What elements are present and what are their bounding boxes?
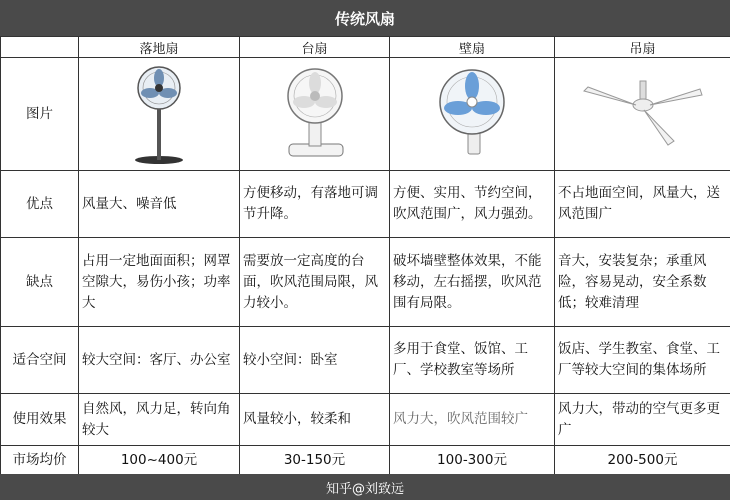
cons-row [1, 238, 730, 327]
pros-cell: 方便、实用、节约空间，吹风范围广，风力强劲。 [390, 171, 555, 238]
space-cell: 较小空间：卧室 [240, 327, 390, 394]
space-cell: 较大空间：客厅、办公室 [79, 327, 240, 394]
page-title: 传统风扇 [0, 0, 730, 36]
header-row [1, 37, 730, 58]
effect-cell: 自然风，风力足，转向角较大 [79, 394, 240, 446]
space-cell: 饭店、学生教室、食堂、工厂等较大空间的集体场所 [555, 327, 730, 394]
price-cell: 200-500元 [555, 446, 730, 476]
image-row [1, 58, 730, 171]
wall-fan-image-cell [390, 58, 555, 171]
floor-fan-image [124, 64, 194, 164]
desk-fan-image [275, 64, 355, 164]
price-cell: 30-150元 [240, 446, 390, 476]
pros-cell: 风量大、噪音低 [79, 171, 240, 238]
row-label-image: 图片 [1, 58, 79, 171]
desk-fan-image-cell [240, 58, 390, 171]
pros-cell: 方便移动，有落地可调节升降。 [240, 171, 390, 238]
column-header-wall-fan: 壁扇 [390, 37, 555, 58]
cons-cell: 音大，安装复杂；承重风险，容易晃动，安全系数低；较难清理 [555, 238, 730, 327]
effect-cell: 风量较小，较柔和 [240, 394, 390, 446]
row-label-price: 市场均价 [1, 446, 79, 476]
watermark-footer: 知乎@刘致远 [0, 474, 730, 500]
pros-row [1, 171, 730, 238]
corner-cell [1, 37, 79, 58]
cons-cell: 占用一定地面面积；网罩空隙大，易伤小孩；功率大 [79, 238, 240, 327]
price-row [1, 446, 730, 476]
effect-row [1, 394, 730, 446]
row-label-space: 适合空间 [1, 327, 79, 394]
price-cell: 100~400元 [79, 446, 240, 476]
column-header-floor-fan: 落地扇 [79, 37, 240, 58]
ceiling-fan-image-cell [555, 58, 730, 171]
row-label-effect: 使用效果 [1, 394, 79, 446]
space-row [1, 327, 730, 394]
row-label-cons: 缺点 [1, 238, 79, 327]
fan-comparison-table [0, 36, 730, 476]
cons-cell: 破坏墙壁整体效果，不能移动，左右摇摆，吹风范围有局限。 [390, 238, 555, 327]
column-header-desk-fan: 台扇 [240, 37, 390, 58]
wall-fan-image [432, 64, 512, 164]
space-cell: 多用于食堂、饭馆、工厂、学校教室等场所 [390, 327, 555, 394]
column-header-ceiling-fan: 吊扇 [555, 37, 730, 58]
price-cell: 100-300元 [390, 446, 555, 476]
ceiling-fan-image [578, 79, 708, 149]
pros-cell: 不占地面空间，风量大，送风范围广 [555, 171, 730, 238]
floor-fan-image-cell [79, 58, 240, 171]
row-label-pros: 优点 [1, 171, 79, 238]
effect-cell: 风力大，吹风范围较广 [390, 394, 555, 446]
effect-cell: 风力大，带动的空气更多更广 [555, 394, 730, 446]
cons-cell: 需要放一定高度的台面，吹风范围局限，风力较小。 [240, 238, 390, 327]
